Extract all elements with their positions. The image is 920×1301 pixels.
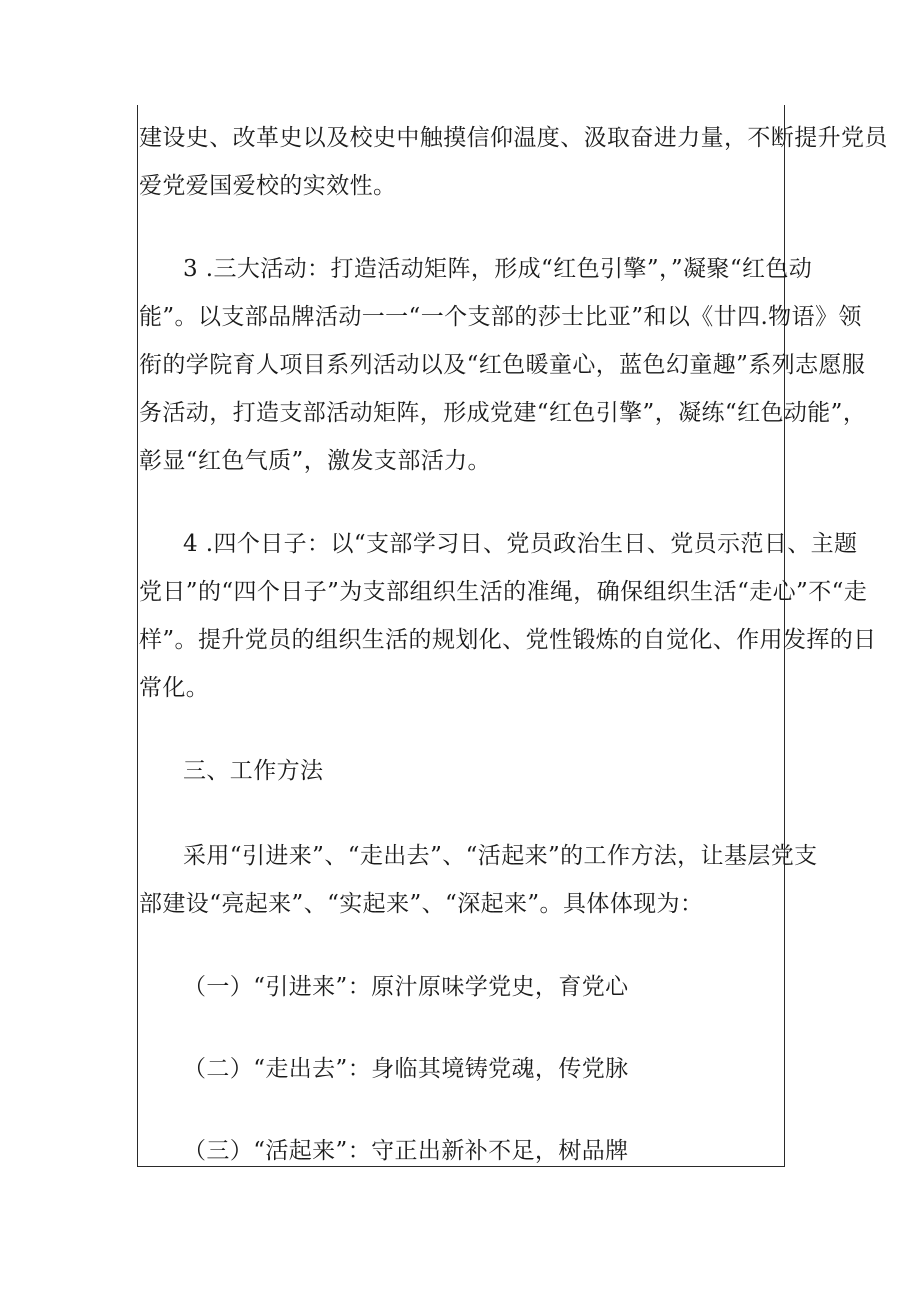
list-item: （二）“走出去”：身临其境铸党魂，传党脉 <box>183 1056 629 1082</box>
section-heading: 三、工作方法 <box>183 758 324 784</box>
text-line: 建设史、改革史以及校史中触摸信仰温度、汲取奋进力量，不断提升党员 <box>139 125 888 151</box>
text-line: 部建设“亮起来”、“实起来”、“深起来”。具体体现为： <box>139 891 704 917</box>
list-item: （三）“活起来”：守正出新补不足，树品牌 <box>183 1138 629 1164</box>
text-line: 常化。 <box>139 675 210 701</box>
list-item: （一）“引进来”：原汁原味学党史，育党心 <box>183 974 629 1000</box>
text-line: 采用“引进来”、“走出去”、“活起来”的工作方法，让基层党支 <box>183 843 818 869</box>
text-line: 3 .三大活动：打造活动矩阵，形成“红色引擎”，”凝聚“红色动 <box>183 256 813 282</box>
text-line: 彰显“红色气质”，激发支部活力。 <box>139 448 491 474</box>
text-line: 党日”的“四个日子”为支部组织生活的准绳，确保组织生活“走心”不“走 <box>139 579 868 605</box>
text-line: 衔的学院育人项目系列活动以及“红色暖童心，蓝色幻童趣”系列志愿服 <box>139 352 866 378</box>
text-line: 样”。提升党员的组织生活的规划化、党性锻炼的自觉化、作用发挥的日 <box>139 627 877 653</box>
text-line: 务活动，打造支部活动矩阵，形成党建“红色引擎”，凝练“红色动能”， <box>139 400 867 426</box>
text-line: 能”。以支部品牌活动一一“一个支部的莎士比亚”和以《廿四.物语》领 <box>139 304 862 330</box>
text-line: 爱党爱国爱校的实效性。 <box>139 173 397 199</box>
text-line: 4 .四个日子：以“支部学习日、党员政治生日、党员示范日、主题 <box>183 531 858 557</box>
